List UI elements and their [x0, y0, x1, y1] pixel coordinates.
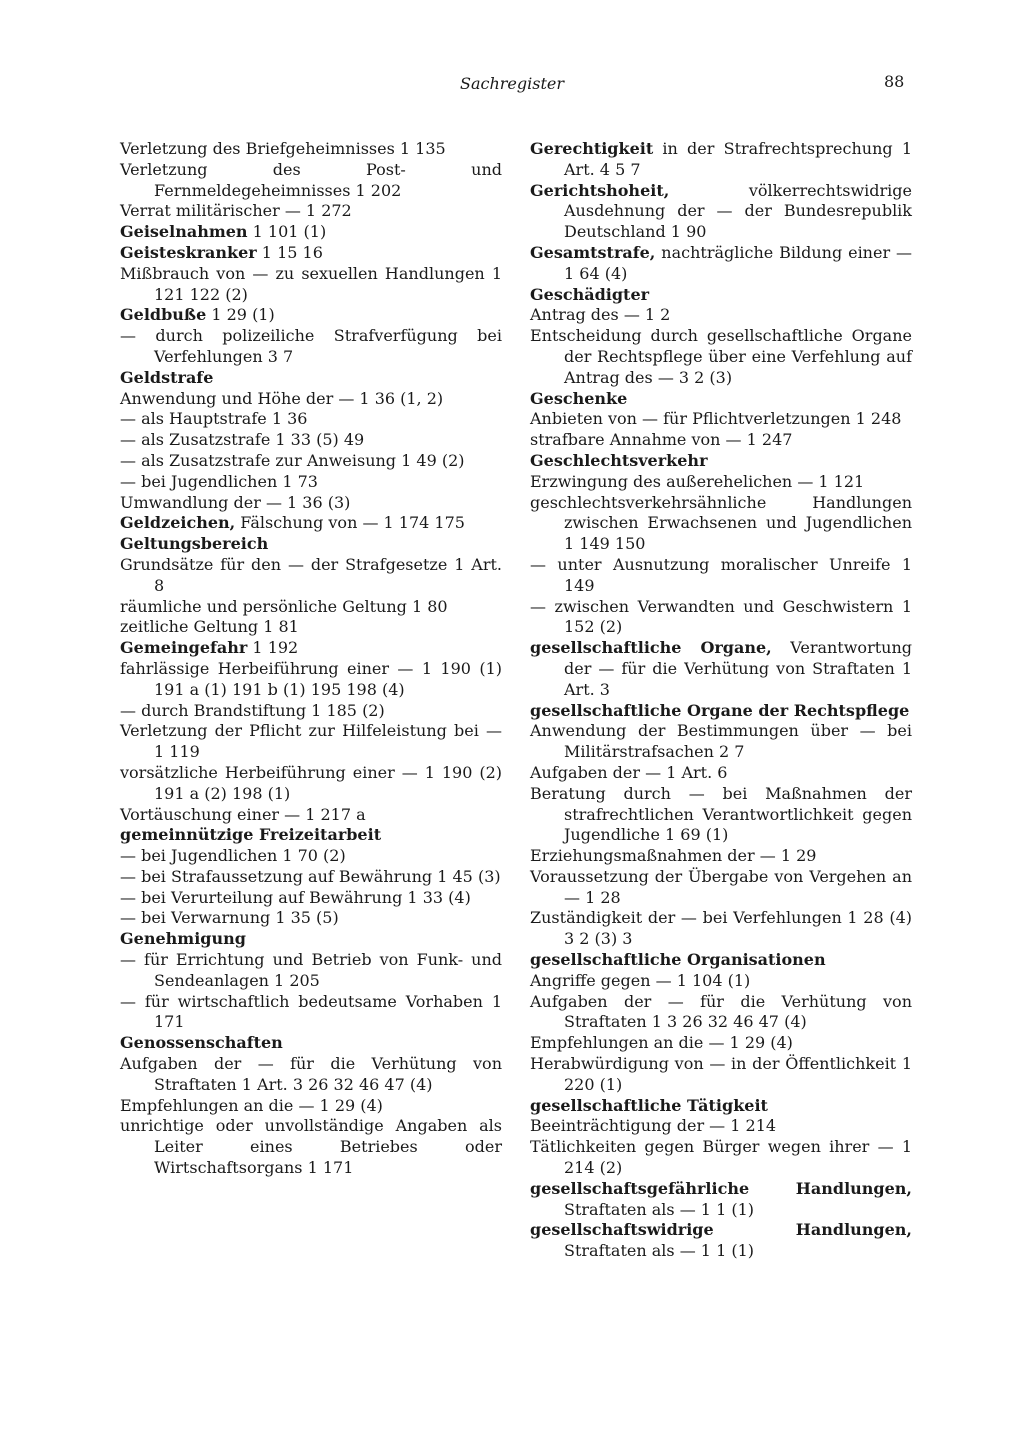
- index-keyword: Geisteskranker: [120, 242, 257, 262]
- index-subentry: Aufgaben der — 1 Art. 6: [530, 762, 728, 782]
- index-entry-heading: [530, 1096, 912, 1117]
- index-entry-heading: [120, 534, 502, 555]
- index-subentry: — für Errichtung und Betrieb von Funk- und Sendeanlagen 1 205: [120, 950, 502, 990]
- index-keyword: gesellschaftliche Organe der Rechtspflege: [530, 700, 910, 720]
- index-keyword: Gerechtigkeit: [530, 139, 654, 158]
- index-entry-heading: [120, 368, 502, 389]
- index-subentry: Beeinträchtigung der — 1 214: [530, 1116, 777, 1136]
- index-subentry: — als Zusatzstrafe zur Anweisung 1 49 (2): [120, 450, 465, 470]
- index-keyword: Gemeingefahr: [120, 638, 248, 658]
- index-subentry: Erzwingung des außerehelichen — 1 121: [530, 471, 865, 491]
- index-entry-heading: [530, 181, 912, 243]
- index-keyword: Geschenke: [530, 388, 628, 408]
- index-entry-heading: [530, 389, 912, 410]
- index-subentry: — bei Verwarnung 1 35 (5): [120, 908, 339, 928]
- index-entry-text: Straftaten als — 1 1 (1): [564, 1241, 754, 1261]
- index-keyword: Geldzeichen,: [120, 513, 236, 533]
- index-entry-text: 1 29 (1): [206, 305, 275, 325]
- index-subentry: Verletzung der Pflicht zur Hilfeleistung bei — 1 119: [120, 721, 502, 762]
- index-entry-heading: [120, 222, 502, 243]
- index-entry-text: 1 15 16: [256, 242, 323, 262]
- index-keyword: Geltungsbereich: [120, 534, 269, 554]
- index-keyword: Genossenschaften: [120, 1033, 283, 1053]
- index-subentry: — bei Strafaussetzung auf Bewährung 1 45 (3): [120, 866, 501, 886]
- index-subentry: unrichtige oder unvollständige Angaben als Leiter eines Betriebes oder Wirtschaftsorgans 1 171: [120, 1116, 502, 1178]
- index-keyword: Geschädigter: [530, 284, 650, 304]
- index-entry-heading: [530, 1179, 912, 1221]
- index-subentry: — für wirtschaftlich bedeutsame Vorhaben 1 171: [120, 991, 502, 1032]
- index-entry-text: völkerrechtswidrige Ausdehnung der — der Bundesrepublik Deutschland 1 90: [564, 180, 912, 242]
- index-subentry: Angriffe gegen — 1 104 (1): [530, 970, 751, 990]
- index-keyword: gesellschaftliche Tätigkeit: [530, 1095, 768, 1115]
- index-subentry: Verrat militärischer — 1 272: [120, 201, 352, 221]
- index-subentry: Zuständigkeit der — bei Verfehlungen 1 28 (4) 3 2 (3) 3: [530, 908, 912, 949]
- index-keyword: Geiselnahmen: [120, 222, 248, 242]
- index-entry-text: Verantwortung der — für die Verhütung von Straftaten 1 Art. 3: [564, 638, 912, 699]
- index-subentry: Entscheidung durch gesellschaftliche Organe der Rechtspflege über eine Verfehlung auf Antrag des — 3 2 (3): [530, 326, 912, 387]
- index-entry-heading: [530, 638, 912, 700]
- index-subentry: — bei Jugendlichen 1 70 (2): [120, 846, 346, 866]
- index-subentry: Erziehungsmaßnahmen der — 1 29: [530, 846, 817, 866]
- index-entry-text: Fälschung von — 1 174 175: [235, 513, 465, 533]
- index-subentry: Beratung durch — bei Maßnahmen der strafrechtlichen Verantwortlichkeit gegen Jugendliche 1 69 (1): [530, 783, 912, 845]
- index-column-right: [530, 139, 912, 1262]
- index-keyword: Geldbuße: [120, 305, 207, 325]
- index-entry-heading: [120, 513, 502, 534]
- index-subentry: Anwendung der Bestimmungen über — bei Militärstrafsachen 2 7: [530, 721, 912, 762]
- index-column-left: [120, 139, 502, 1179]
- index-keyword: Gesamtstrafe,: [530, 242, 656, 262]
- index-subentry: räumliche und persönliche Geltung 1 80: [120, 596, 448, 616]
- index-entry-text: in der Strafrechtsprechung 1 Art. 4 5 7: [564, 139, 912, 179]
- index-entry-heading: [530, 139, 912, 181]
- index-subentry: strafbare Annahme von — 1 247: [530, 430, 793, 450]
- index-entry-heading: [530, 285, 912, 306]
- index-subentry: Mißbrauch von — zu sexuellen Handlungen 1 121 122 (2): [120, 263, 502, 304]
- index-keyword: gesellschaftswidrige Handlungen,: [530, 1220, 912, 1240]
- index-subentry: Verletzung des Briefgeheimnisses 1 135: [120, 139, 446, 158]
- index-subentry: — als Hauptstrafe 1 36: [120, 409, 308, 429]
- index-subentry: Vortäuschung einer — 1 217 a: [120, 804, 366, 824]
- index-entry-text: nachträgliche Bildung einer — 1 64 (4): [564, 242, 912, 283]
- index-keyword: Gerichtshoheit,: [530, 180, 670, 200]
- running-header-title: Sachregister: [460, 74, 564, 93]
- index-subentry: — unter Ausnutzung moralischer Unreife 1 149: [530, 554, 912, 595]
- index-keyword: gesellschaftliche Organisationen: [530, 950, 826, 970]
- index-subentry: fahrlässige Herbeiführung einer — 1 190 (1) 191 a (1) 191 b (1) 195 198 (4): [120, 658, 502, 699]
- index-subentry: Aufgaben der — für die Verhütung von Straftaten 1 3 26 32 46 47 (4): [530, 991, 912, 1032]
- index-subentry: — bei Jugendlichen 1 73: [120, 471, 318, 491]
- index-subentry: Herabwürdigung von — in der Öffentlichkeit 1 220 (1): [530, 1054, 912, 1094]
- index-keyword: Geldstrafe: [120, 367, 214, 387]
- index-entry-heading: [530, 451, 912, 472]
- index-subentry: Voraussetzung der Übergabe von Vergehen an — 1 28: [530, 866, 912, 907]
- index-subentry: Verletzung des Post- und Fernmeldegeheimnisses 1 202: [120, 159, 502, 200]
- index-entry-heading: [120, 243, 502, 264]
- index-subentry: — durch polizeiliche Strafverfügung bei Verfehlungen 3 7: [120, 326, 502, 366]
- index-keyword: gesellschaftliche Organe,: [530, 638, 772, 658]
- index-subentry: Empfehlungen an die — 1 29 (4): [530, 1033, 793, 1053]
- index-keyword: Genehmigung: [120, 929, 246, 949]
- index-entry-text: Straftaten als — 1 1 (1): [564, 1199, 754, 1219]
- index-subentry: Anwendung und Höhe der — 1 36 (1, 2): [120, 388, 444, 408]
- index-entry-heading: [530, 701, 912, 722]
- index-entry-heading: [120, 1033, 502, 1054]
- index-subentry: — als Zusatzstrafe 1 33 (5) 49: [120, 430, 365, 450]
- index-subentry: Grundsätze für den — der Strafgesetze 1 Art. 8: [120, 554, 502, 595]
- index-subentry: Aufgaben der — für die Verhütung von Straftaten 1 Art. 3 26 32 46 47 (4): [120, 1054, 502, 1094]
- index-entry-heading: [120, 638, 502, 659]
- index-subentry: geschlechtsverkehrsähnliche Handlungen zwischen Erwachsenen und Jugendlichen 1 149 150: [530, 492, 912, 554]
- page-number: 88: [884, 72, 905, 91]
- index-subentry: — bei Verurteilung auf Bewährung 1 33 (4): [120, 887, 471, 907]
- index-subentry: vorsätzliche Herbeiführung einer — 1 190 (2) 191 a (2) 198 (1): [120, 762, 502, 803]
- index-subentry: zeitliche Geltung 1 81: [120, 617, 299, 637]
- index-keyword: gemeinnützige Freizeitarbeit: [120, 825, 382, 845]
- index-subentry: — durch Brandstiftung 1 185 (2): [120, 700, 385, 720]
- index-entry-heading: [530, 243, 912, 285]
- index-keyword: gesellschaftsgefährliche Handlungen,: [530, 1178, 912, 1198]
- index-entry-text: 1 192: [247, 638, 299, 658]
- index-subentry: Empfehlungen an die — 1 29 (4): [120, 1095, 383, 1115]
- index-entry-heading: [530, 1220, 912, 1262]
- index-entry-text: 1 101 (1): [247, 222, 327, 242]
- index-entry-heading: [120, 929, 502, 950]
- index-entry-heading: [530, 950, 912, 971]
- index-subentry: — zwischen Verwandten und Geschwistern 1 152 (2): [530, 596, 912, 637]
- index-subentry: Antrag des — 1 2: [530, 305, 671, 325]
- index-subentry: Tätlichkeiten gegen Bürger wegen ihrer — 1 214 (2): [530, 1137, 912, 1178]
- index-entry-heading: [120, 305, 502, 326]
- index-entry-heading: [120, 825, 502, 846]
- index-subentry: Anbieten von — für Pflichtverletzungen 1 248: [530, 409, 902, 429]
- index-keyword: Geschlechtsverkehr: [530, 450, 708, 470]
- index-subentry: Umwandlung der — 1 36 (3): [120, 492, 351, 512]
